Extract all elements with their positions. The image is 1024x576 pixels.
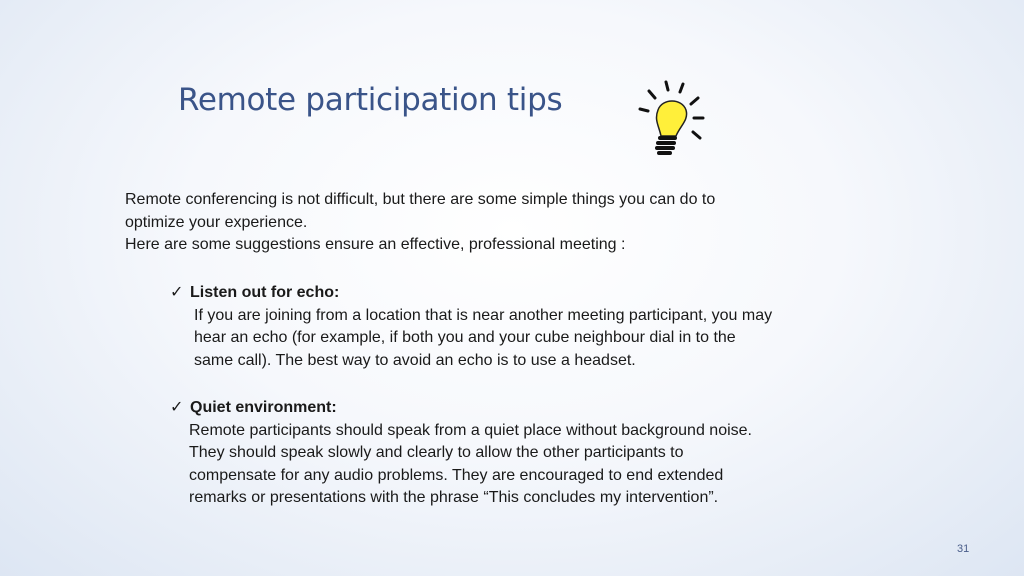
lightbulb-icon	[636, 76, 716, 166]
intro-line: optimize your experience.	[125, 213, 308, 231]
tip-title: Listen out for echo:	[190, 284, 340, 301]
tip-line: compensate for any audio problems. They are encouraged to end extended	[189, 466, 724, 484]
tip-line: same call). The best way to avoid an echo is to use a headset.	[194, 351, 636, 369]
tip-heading	[170, 282, 894, 305]
intro-line: Remote conferencing is not difficult, but there are some simple things you can do to	[125, 191, 716, 208]
tip-line: If you are joining from a location that is near another meeting participant, you may	[194, 306, 773, 324]
tip-quiet-environment	[170, 397, 889, 510]
page-number: 31	[957, 543, 970, 555]
tip-body	[194, 305, 894, 373]
tip-line: They should speak slowly and clearly to allow the other participants to	[189, 444, 684, 461]
tip-line: hear an echo (for example, if both you and your cube neighbour dial in to the	[194, 329, 736, 346]
tip-title: Quiet environment:	[190, 399, 337, 416]
slide-title: Remote participation tips	[178, 82, 563, 118]
intro-line: Here are some suggestions ensure an effective, professional meeting :	[125, 236, 626, 253]
intro-text	[125, 189, 885, 257]
tip-body	[189, 420, 889, 510]
tip-line: remarks or presentations with the phrase “This concludes my intervention”.	[189, 489, 719, 506]
tip-echo	[170, 282, 894, 372]
checkmark-icon: ✓	[170, 399, 184, 416]
tip-line: Remote participants should speak from a quiet place without background noise.	[189, 421, 752, 439]
checkmark-icon: ✓	[170, 284, 184, 301]
tip-heading	[170, 397, 889, 420]
